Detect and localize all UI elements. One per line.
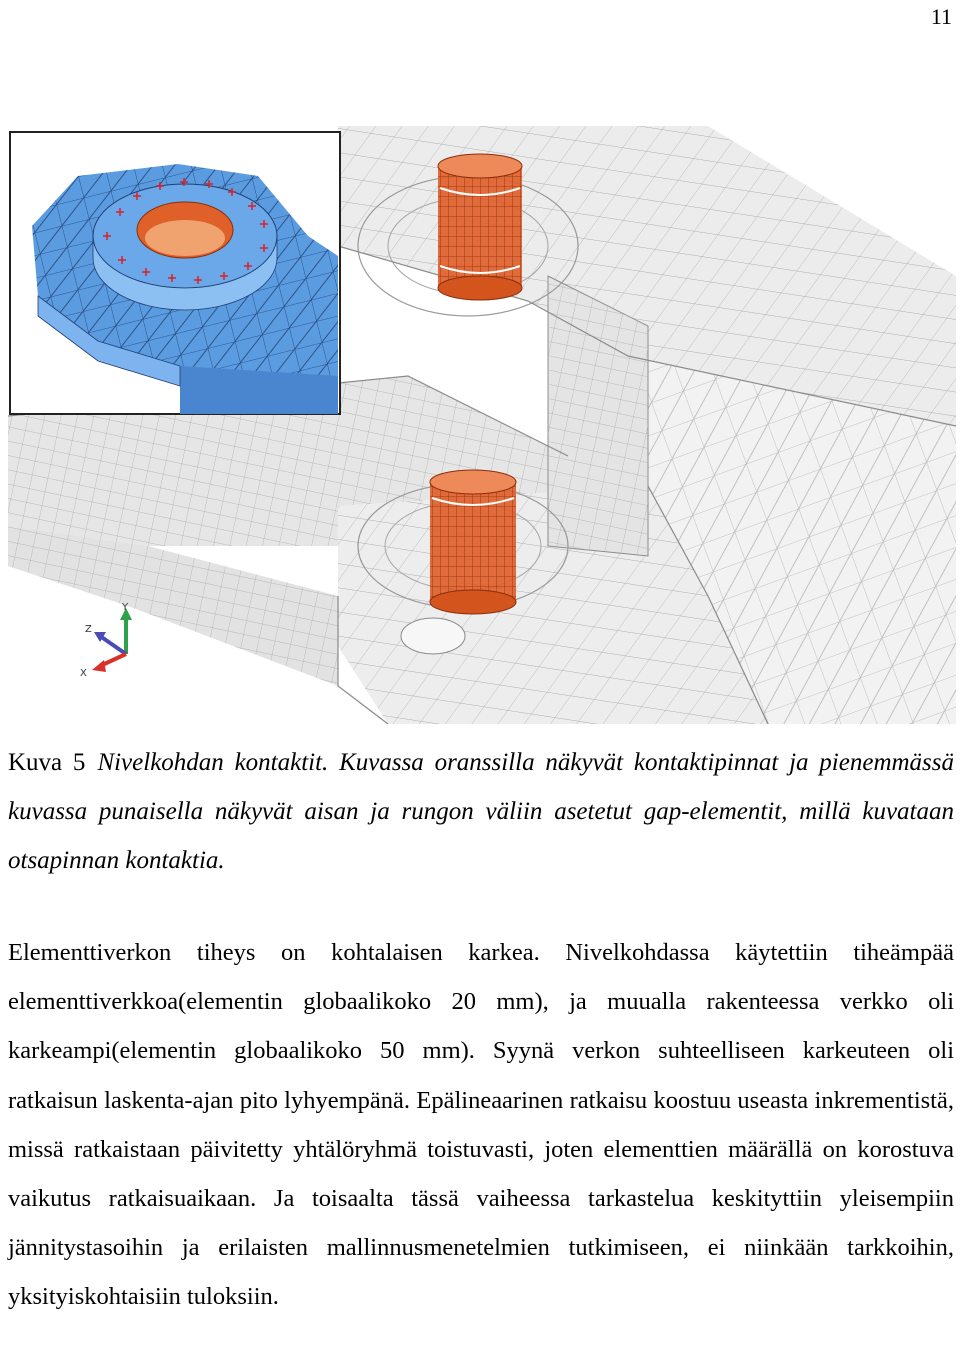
- axis-label-y: Y: [122, 602, 129, 613]
- caption-text: Nivelkohdan kontaktit. Kuvassa oranssilla näkyvät kontaktipinnat ja pienemmässä kuvassa punaisella näkyvät aisan ja rungon väliin asetetut gap-elementit, millä kuvataan otsapinnan kontaktia.: [8, 749, 955, 874]
- contact-cylinder-upper: [438, 154, 522, 300]
- caption-label: Kuva 5: [8, 749, 86, 776]
- axis-label-z: Z: [85, 624, 92, 635]
- figure-caption: [8, 738, 954, 885]
- fem-model-figure: [8, 126, 956, 724]
- axis-triad: [80, 602, 132, 679]
- page-number: 11: [930, 4, 952, 29]
- axis-label-x: X: [80, 668, 87, 679]
- contact-cylinder-lower: [430, 470, 516, 614]
- inset-detail-view: [10, 132, 340, 414]
- body-paragraph: Elementtiverkon tiheys on kohtalaisen karkea. Nivelkohdassa käytettiin tiheämpää elementtiverkkoa(elementin globaalikoko 20 mm), ja muualla rakenteessa verkko oli karkeampi(elementin globaalikoko 50 mm). Syynä verkon suhteelliseen karkeuteen oli ratkaisun laskenta-ajan pito lyhyempänä. Epälineaarinen ratkaisu koostuu useasta inkrementistä, missä ratkaistaan päivitetty yhtälöryhmä toistuvasti, joten elementtien määrällä on korostuva vaikutus ratkaisuaikaan. Ja toisaalta tässä vaiheessa tarkastelua keskityttiin yleisempiin jännitystasoihin ja erilaisten mallinnusmenetelmien tutkimiseen, ei niinkään tarkkoihin, yksityiskohtaisiin tuloksiin.: [8, 939, 954, 1311]
